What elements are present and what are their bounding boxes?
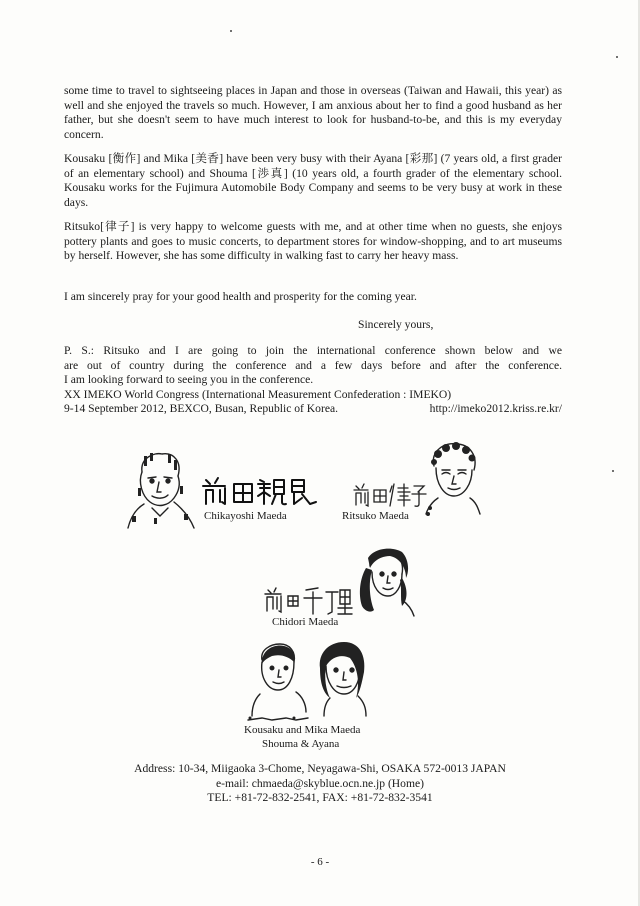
address-block bbox=[64, 762, 576, 806]
email-address-link[interactable]: e-mail: chmaeda@skyblue.ocn.ne.jp (Home) bbox=[215, 776, 425, 790]
chidori-handwritten-signature bbox=[262, 584, 354, 618]
paragraph-wishes: I am sincerely pray for your good health and prosperity for the coming year. bbox=[64, 290, 417, 303]
paragraph-ritsuko: Ritsuko[律子] is very happy to welcome guests with me, and at other time when no guests, she enjoys pottery plants and goes to music concerts, to department stores for window-shopping, and to art museums by herself. However, she has some difficulty in walking fast to carry her heavy mass. bbox=[64, 220, 562, 263]
kousaku-mika-portrait-sketch bbox=[246, 638, 378, 724]
scan-speck bbox=[230, 30, 232, 32]
paragraph-daughter-travel: some time to travel to sightseeing places in Japan and those in overseas (Taiwan and Hawaii, this year) as well and she enjoyed the travels so much. However, I am anxious about her to find a good husband as her father, but she doesn't seem to have much interest to look for husband-to-be, and this is my everyday concern. bbox=[64, 84, 562, 141]
ritsuko-portrait-sketch bbox=[424, 440, 482, 516]
postal-address: Address: 10-34, Miigaoka 3-Chome, Neyagawa-Shi, OSAKA 572-0013 JAPAN bbox=[134, 762, 506, 775]
page-number: - 6 - bbox=[310, 856, 330, 868]
ps-line: XX IMEKO World Congress (International Measurement Confederation : IMEKO) bbox=[64, 387, 452, 401]
scan-speck bbox=[616, 56, 618, 58]
shouma-ayana-name-caption: Shouma & Ayana bbox=[262, 738, 340, 750]
closing-salutation: Sincerely yours, bbox=[358, 318, 434, 331]
chikayoshi-portrait-sketch bbox=[124, 448, 196, 530]
ps-line: are out of country during the conference and a few days before and after the conference. bbox=[64, 358, 562, 372]
postscript bbox=[64, 344, 562, 417]
conference-details: 9-14 September 2012, BEXCO, Busan, Republic of Korea. bbox=[64, 402, 339, 416]
phone-fax: TEL: +81-72-832-2541, FAX: +81-72-832-3541 bbox=[207, 791, 433, 805]
ps-line bbox=[64, 402, 562, 417]
chidori-portrait-sketch bbox=[352, 544, 418, 618]
chikayoshi-handwritten-signature bbox=[200, 474, 320, 508]
kousaku-mika-name-caption: Kousaku and Mika Maeda bbox=[244, 724, 361, 736]
scan-speck bbox=[612, 470, 614, 472]
paragraph-kousaku-family: Kousaku [衡作] and Mika [美香] have been very busy with their Ayana [彩那] (7 years old, a first grader of an elementary school) and Shouma [渉真] (10 years old, a fourth grader of the elementary school. Kousaku works for the Fujimura Automobile Body Company and seems to be very busy at work in these days. bbox=[64, 152, 562, 209]
conference-url-link[interactable]: http://imeko2012.kriss.re.kr/ bbox=[429, 402, 562, 416]
ps-line: I am looking forward to seeing you in the conference. bbox=[64, 373, 314, 387]
chidori-name-caption: Chidori Maeda bbox=[272, 616, 339, 628]
ps-line: P. S.: Ritsuko and I are going to join the international conference shown below and we bbox=[64, 344, 562, 357]
ritsuko-handwritten-signature bbox=[352, 480, 432, 508]
ritsuko-name-caption: Ritsuko Maeda bbox=[342, 510, 409, 522]
chikayoshi-name-caption: Chikayoshi Maeda bbox=[204, 510, 287, 522]
